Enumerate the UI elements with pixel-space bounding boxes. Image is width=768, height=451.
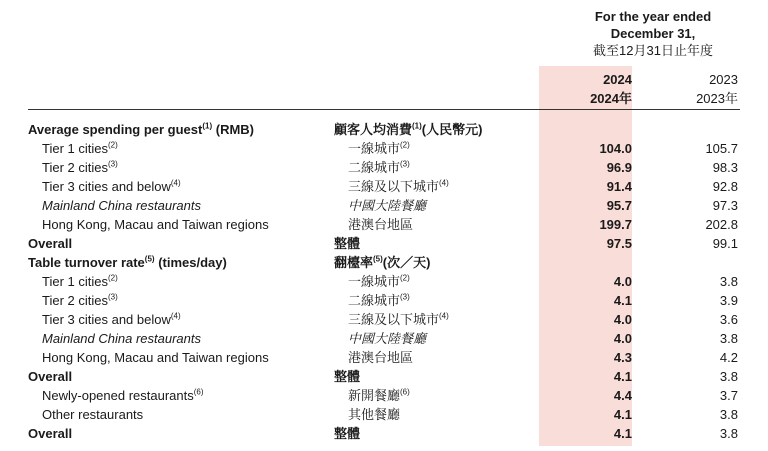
row-label-en	[28, 424, 72, 443]
period-header-en-line1: For the year ended	[594, 9, 712, 24]
table-row	[0, 120, 768, 139]
row-label-en-text: Tier 3 cities and below	[42, 179, 171, 194]
table-row	[0, 348, 768, 367]
table-row	[0, 215, 768, 234]
row-label-zh	[348, 405, 400, 424]
row-label-zh-text: 港澳台地區	[348, 217, 414, 232]
value-2023: 98.3	[712, 160, 738, 175]
row-label-zh-text: 翻檯率	[334, 255, 374, 270]
row-label-en	[42, 272, 118, 291]
row-label-zh-text: 顧客人均消費	[334, 122, 413, 137]
table-row	[0, 329, 768, 348]
row-label-en	[42, 291, 118, 310]
footnote-marker: (6)	[193, 387, 204, 397]
footnote-marker: (3)	[400, 292, 410, 302]
table-row	[0, 234, 768, 253]
row-label-zh-text: 二線城市	[348, 160, 401, 175]
row-label-en	[42, 158, 118, 177]
row-label-zh	[334, 120, 482, 139]
value-2023: 97.3	[712, 198, 738, 213]
row-label-en-text: Mainland China restaurants	[42, 331, 201, 346]
footnote-marker: (4)	[170, 311, 181, 321]
row-label-zh	[348, 139, 410, 158]
row-label-zh-text: 港澳台地區	[348, 350, 414, 365]
row-label-en	[42, 386, 204, 405]
row-label-zh	[348, 291, 410, 310]
footnote-marker: (4)	[170, 178, 181, 188]
value-2024: 95.7	[606, 198, 632, 213]
value-2024: 4.1	[613, 426, 632, 441]
column-header-2023-en: 2023	[709, 72, 738, 87]
row-label-en	[42, 329, 201, 348]
footnote-marker: (1)	[202, 121, 213, 131]
row-label-zh	[334, 253, 430, 272]
row-label-en	[42, 139, 118, 158]
footnote-marker: (6)	[400, 387, 410, 397]
value-2024: 199.7	[599, 217, 632, 232]
column-header-2024-zh: 2024年	[590, 91, 632, 106]
row-label-zh	[334, 424, 360, 443]
value-2023: 3.8	[719, 331, 738, 346]
column-header-2024	[540, 70, 632, 108]
period-header	[553, 8, 753, 59]
row-label-en	[42, 215, 269, 234]
header-divider	[28, 109, 740, 110]
row-label-en	[28, 234, 72, 253]
table-row	[0, 386, 768, 405]
row-label-zh-text: 新開餐廳	[348, 388, 401, 403]
row-label-en	[28, 367, 72, 386]
value-2023: 92.8	[712, 179, 738, 194]
footnote-marker: (1)	[412, 121, 422, 131]
row-label-zh-text: 三線及以下城市	[348, 179, 440, 194]
row-label-zh	[348, 215, 413, 234]
table-row	[0, 196, 768, 215]
column-header-2023-zh: 2023年	[696, 91, 738, 106]
footnote-marker: (3)	[107, 292, 118, 302]
row-label-zh-text: 中國大陸餐廳	[348, 331, 427, 346]
value-2023: 3.6	[719, 312, 738, 327]
row-label-en-suffix: (times/day)	[154, 255, 227, 270]
row-label-en	[42, 196, 201, 215]
column-header-2024-en: 2024	[603, 72, 632, 87]
value-2024: 4.0	[613, 274, 632, 289]
row-label-zh-suffix: (次／天)	[382, 255, 431, 270]
value-2024: 4.1	[613, 407, 632, 422]
row-label-zh-text: 整體	[334, 236, 361, 251]
value-2024: 96.9	[606, 160, 632, 175]
value-2023: 3.9	[719, 293, 738, 308]
footnote-marker: (3)	[400, 159, 410, 169]
row-label-en-text: Overall	[28, 426, 73, 441]
period-header-zh: 截至12月31日止年度	[593, 43, 713, 58]
row-label-en	[28, 253, 227, 272]
footnote-marker: (2)	[400, 273, 410, 283]
value-2024: 4.3	[613, 350, 632, 365]
row-label-en-text: Overall	[28, 236, 73, 251]
value-2023: 3.7	[719, 388, 738, 403]
table-row	[0, 272, 768, 291]
table-row	[0, 424, 768, 443]
value-2023: 3.8	[719, 426, 738, 441]
row-label-en-text: Table turnover rate	[28, 255, 145, 270]
row-label-zh-text: 中國大陸餐廳	[348, 198, 427, 213]
value-2023: 3.8	[719, 369, 738, 384]
row-label-en-text: Tier 1 cities	[42, 141, 108, 156]
table-row	[0, 291, 768, 310]
row-label-zh	[348, 348, 413, 367]
row-label-zh	[348, 329, 426, 348]
row-label-en-text: Newly-opened restaurants	[42, 388, 194, 403]
row-label-zh	[348, 386, 410, 405]
footnote-marker: (5)	[144, 254, 155, 264]
row-label-zh-text: 整體	[334, 369, 361, 384]
value-2024: 91.4	[606, 179, 632, 194]
row-label-zh	[348, 310, 449, 329]
row-label-en-suffix: (RMB)	[212, 122, 255, 137]
column-header-2023	[650, 70, 738, 108]
row-label-en-text: Other restaurants	[42, 407, 144, 422]
row-label-en	[42, 177, 181, 196]
row-label-en-text: Tier 3 cities and below	[42, 312, 171, 327]
table-row	[0, 367, 768, 386]
value-2023: 4.2	[719, 350, 738, 365]
value-2024: 104.0	[599, 141, 632, 156]
value-2024: 4.0	[613, 331, 632, 346]
table-row	[0, 405, 768, 424]
footnote-marker: (4)	[439, 178, 449, 188]
footnote-marker: (5)	[373, 254, 383, 264]
value-2024: 4.1	[613, 369, 632, 384]
row-label-en	[42, 348, 269, 367]
row-label-zh	[348, 196, 426, 215]
table-row	[0, 177, 768, 196]
value-2024: 4.1	[613, 293, 632, 308]
row-label-zh-text: 整體	[334, 426, 361, 441]
row-label-zh	[348, 177, 449, 196]
period-header-en-line2: December 31,	[610, 26, 696, 41]
footnote-marker: (4)	[439, 311, 449, 321]
value-2023: 3.8	[719, 274, 738, 289]
row-label-en	[42, 405, 143, 424]
row-label-en-text: Overall	[28, 369, 73, 384]
row-label-en	[28, 120, 254, 139]
value-2024: 97.5	[606, 236, 632, 251]
value-2023: 3.8	[719, 407, 738, 422]
row-label-zh-text: 其他餐廳	[348, 407, 401, 422]
row-label-en-text: Tier 2 cities	[42, 293, 108, 308]
row-label-zh	[348, 272, 410, 291]
table-row	[0, 253, 768, 272]
table-row	[0, 139, 768, 158]
row-label-en-text: Hong Kong, Macau and Taiwan regions	[42, 350, 269, 365]
row-label-en-text: Average spending per guest	[28, 122, 203, 137]
table-row	[0, 310, 768, 329]
row-label-en-text: Hong Kong, Macau and Taiwan regions	[42, 217, 269, 232]
value-2023: 202.8	[705, 217, 738, 232]
value-2024: 4.0	[613, 312, 632, 327]
row-label-zh-suffix: (人民幣元)	[421, 122, 483, 137]
row-label-zh-text: 一線城市	[348, 274, 401, 289]
value-2023: 99.1	[712, 236, 738, 251]
row-label-en-text: Tier 1 cities	[42, 274, 108, 289]
value-2023: 105.7	[705, 141, 738, 156]
value-2024: 4.4	[613, 388, 632, 403]
table-row	[0, 158, 768, 177]
row-label-zh-text: 三線及以下城市	[348, 312, 440, 327]
footnote-marker: (3)	[107, 159, 118, 169]
footnote-marker: (2)	[107, 140, 118, 150]
footnote-marker: (2)	[107, 273, 118, 283]
row-label-en-text: Tier 2 cities	[42, 160, 108, 175]
row-label-zh	[334, 234, 360, 253]
row-label-en-text: Mainland China restaurants	[42, 198, 201, 213]
row-label-en	[42, 310, 181, 329]
row-label-zh-text: 一線城市	[348, 141, 401, 156]
row-label-zh-text: 二線城市	[348, 293, 401, 308]
row-label-zh	[334, 367, 360, 386]
row-label-zh	[348, 158, 410, 177]
footnote-marker: (2)	[400, 140, 410, 150]
